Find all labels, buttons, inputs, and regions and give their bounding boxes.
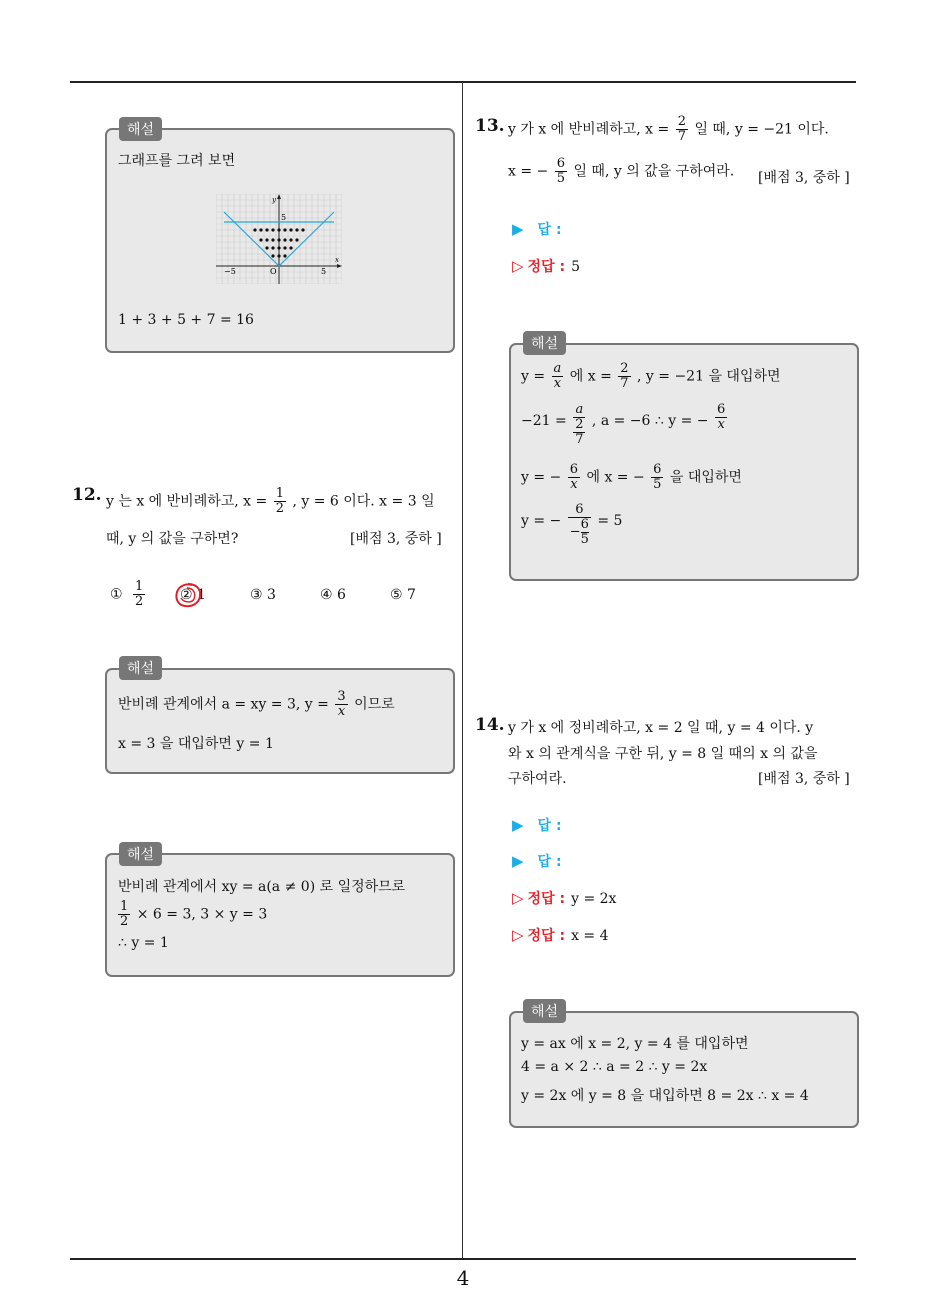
frac xyxy=(552,362,564,391)
text: 을 대입하면 xyxy=(669,469,742,486)
frac-den: x xyxy=(337,704,346,719)
frac-num: 6 xyxy=(569,462,579,477)
play-triangle-icon: ▶ xyxy=(512,220,524,238)
frac-num: 6 xyxy=(556,156,565,171)
frac-den: x xyxy=(570,477,578,492)
play-triangle-icon: ▶ xyxy=(512,816,524,834)
text: y = − xyxy=(521,513,562,529)
q14-correct-row-1 xyxy=(512,888,616,908)
answer-label: 답 : xyxy=(537,854,562,870)
q13-answer-row[interactable] xyxy=(512,219,562,239)
q14-box-line3: y = 2x 에 y = 8 을 대입하면 8 = 2x ∴ x = 4 xyxy=(521,1088,809,1104)
frac xyxy=(651,463,663,492)
q11-solution-tag: 해설 xyxy=(119,117,162,141)
frac xyxy=(568,463,580,492)
line-b: 일 때, y = −21 이다. xyxy=(694,121,829,138)
outline-triangle-icon: ▷ xyxy=(512,926,524,944)
q12-box1-line1 xyxy=(118,690,395,719)
frac-den xyxy=(568,518,591,547)
q14-score: [배점 3, 중하 ] xyxy=(758,771,850,787)
frac-num: 6 xyxy=(568,503,591,518)
frac-den: 2 xyxy=(120,914,129,929)
choice-value: 3 xyxy=(267,587,276,603)
frac-num: a xyxy=(553,361,562,376)
graph-tick-neg5: −5 xyxy=(224,267,236,276)
frac-den: 2 xyxy=(275,501,284,516)
q13-line1 xyxy=(508,115,829,144)
frac-compound xyxy=(568,503,591,547)
q11-intro: 그래프를 그려 보면 xyxy=(118,153,236,169)
q12-solution-tag-2: 해설 xyxy=(119,842,162,866)
correct-label: 정답 : xyxy=(527,259,566,275)
play-triangle-icon: ▶ xyxy=(512,852,524,870)
den-minus: − xyxy=(569,524,581,540)
line-a: y 가 x 에 반비례하고, x = xyxy=(508,121,670,138)
frac-den: 2 xyxy=(575,417,584,432)
choice-mark: ① xyxy=(110,586,123,603)
q12-choice-3[interactable] xyxy=(250,587,276,603)
q14-line1: y 가 x 에 정비례하고, x = 2 일 때, y = 4 이다. y xyxy=(508,720,814,736)
q13-box-row2 xyxy=(521,403,729,447)
q13-score: [배점 3, 중하 ] xyxy=(758,170,850,186)
outline-triangle-icon: ▷ xyxy=(512,889,524,907)
q12-box2-line3: ∴ y = 1 xyxy=(118,935,169,951)
text: −21 = xyxy=(521,413,567,429)
q14-box-line2: 4 = a × 2 ∴ a = 2 ∴ y = 2x xyxy=(521,1059,708,1075)
q12-choice-1[interactable] xyxy=(110,580,147,609)
frac xyxy=(618,362,630,391)
line-text: × 6 = 3, 3 × y = 3 xyxy=(136,906,268,923)
q14-answer-row-1[interactable] xyxy=(512,815,562,835)
text: 에 x = xyxy=(569,368,612,385)
choice-value: 1 xyxy=(197,587,206,603)
q13-correct-row xyxy=(512,256,580,276)
choice-mark: ③ xyxy=(250,587,263,603)
text: = 5 xyxy=(597,513,623,529)
correct-value: y = 2x xyxy=(571,891,617,907)
frac-den: x xyxy=(717,417,725,432)
frac-num: 2 xyxy=(677,114,686,129)
column-divider xyxy=(462,82,463,1259)
frac-den: 7 xyxy=(620,376,629,391)
frac-num: a xyxy=(573,403,585,418)
frac xyxy=(715,403,727,432)
correct-label: 정답 : xyxy=(527,928,566,944)
choice-mark: ④ xyxy=(320,587,333,603)
frac-den: x xyxy=(553,376,562,391)
frac xyxy=(118,900,130,929)
q13-line2 xyxy=(508,157,734,186)
graph-y-arrow xyxy=(277,194,281,199)
frac xyxy=(335,690,347,719)
text: y = xyxy=(521,368,546,385)
q12-solution-box-1 xyxy=(105,668,455,774)
frac-num: 1 xyxy=(120,899,129,914)
choice-value: 7 xyxy=(407,587,416,603)
q12-number: 12. xyxy=(72,485,102,505)
frac xyxy=(676,115,688,144)
choice-frac xyxy=(133,580,145,609)
den-den: 5 xyxy=(580,532,589,547)
line-b: 일 때, y 의 값을 구하여라. xyxy=(573,163,735,180)
frac-num: 3 xyxy=(337,689,346,704)
q13-box-row1 xyxy=(521,362,781,391)
answer-label: 답 : xyxy=(537,818,562,834)
text: 에 x = − xyxy=(586,469,645,486)
q12-line2: 때, y 의 값을 구하면? xyxy=(106,531,239,547)
q13-number: 13. xyxy=(475,116,505,136)
den-num: 6 xyxy=(580,517,589,532)
frac-num: 6 xyxy=(716,402,726,417)
choice-value: 6 xyxy=(337,587,346,603)
q14-solution-tag: 해설 xyxy=(523,999,566,1023)
correct-value: 5 xyxy=(571,259,580,275)
selected-answer-circle-icon xyxy=(172,580,204,610)
top-rule xyxy=(70,81,856,83)
frac-den: 5 xyxy=(556,171,565,186)
bottom-rule xyxy=(70,1258,856,1260)
correct-label: 정답 : xyxy=(527,891,566,907)
q12-solution-tag-1: 해설 xyxy=(119,656,162,680)
line-a: x = − xyxy=(508,163,549,180)
correct-value: x = 4 xyxy=(571,928,609,944)
answer-label: 답 : xyxy=(537,222,562,238)
q14-box-line1: y = ax 에 x = 2, y = 4 를 대입하면 xyxy=(521,1036,749,1052)
q12-choice-4[interactable] xyxy=(320,587,346,603)
q14-answer-row-2[interactable] xyxy=(512,851,562,871)
graph-origin: O xyxy=(270,267,277,276)
line-a: 반비례 관계에서 a = xy = 3, y = xyxy=(118,696,329,713)
frac-num: 2 xyxy=(620,361,629,376)
q12-score: [배점 3, 중하 ] xyxy=(350,531,442,547)
frac-num: 1 xyxy=(275,486,284,501)
q12-line1 xyxy=(106,487,435,516)
frac-compound xyxy=(573,403,585,447)
graph-x-label: x xyxy=(335,256,339,264)
q14-line2: 와 x 의 관계식을 구한 뒤, y = 8 일 때의 x 의 값을 xyxy=(508,746,818,762)
q12-line1-b: , y = 6 이다. x = 3 일 xyxy=(292,493,435,510)
q12-choice-5[interactable] xyxy=(390,587,416,603)
q11-graph xyxy=(216,194,342,284)
graph-tick-y5: 5 xyxy=(281,213,287,222)
q14-number: 14. xyxy=(475,715,505,735)
frac-den: 2 xyxy=(135,594,144,609)
graph-tick-x5: 5 xyxy=(321,267,327,276)
graph-y-label: y xyxy=(272,196,276,204)
text: , a = −6 ∴ y = − xyxy=(591,413,709,429)
frac-num: 1 xyxy=(135,579,144,594)
q12-box2-line1: 반비례 관계에서 xy = a(a ≠ 0) 로 일정하므로 xyxy=(118,879,406,895)
q13-box-row4 xyxy=(521,503,622,547)
den-frac xyxy=(581,518,589,547)
q12-frac xyxy=(274,487,286,516)
q14-correct-row-2 xyxy=(512,925,609,945)
graph-x-arrow xyxy=(337,264,342,268)
frac-den: 5 xyxy=(653,477,662,492)
q14-line3: 구하여라. xyxy=(508,771,567,787)
q13-box-row3 xyxy=(521,463,742,492)
page-number: 4 xyxy=(456,1266,470,1290)
choice-mark: ② xyxy=(180,587,193,603)
frac-num: 6 xyxy=(653,462,662,477)
q13-solution-tag: 해설 xyxy=(523,331,566,355)
q12-box1-line2: x = 3 을 대입하면 y = 1 xyxy=(118,736,274,752)
q12-line1-a: y 는 x 에 반비례하고, x = xyxy=(106,493,268,510)
choice-mark: ⑤ xyxy=(390,587,403,603)
q11-sum: 1 + 3 + 5 + 7 = 16 xyxy=(118,312,254,328)
frac xyxy=(555,157,567,186)
text: , y = −21 을 대입하면 xyxy=(637,368,781,385)
line-b: 이므로 xyxy=(354,696,395,713)
outline-triangle-icon: ▷ xyxy=(512,257,524,275)
frac-den: 7 xyxy=(677,129,686,144)
text: y = − xyxy=(521,469,562,486)
q12-box2-line2 xyxy=(116,900,267,929)
frac-den-den: 7 xyxy=(575,432,584,447)
